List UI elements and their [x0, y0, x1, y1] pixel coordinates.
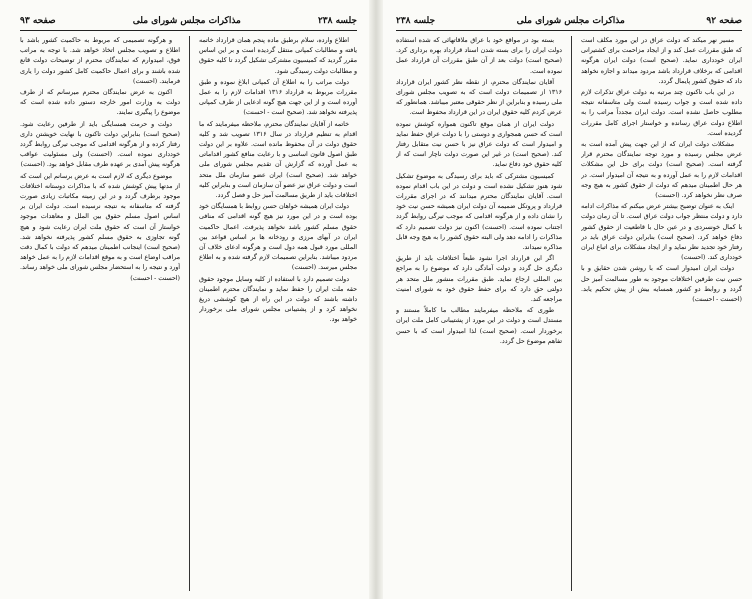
paragraph: مسیر نهر میکند که دولت عراق در این مورد مکلف است که طبق مقررات عمل کند و از ایجاد مزاحمت برای کشتیرانی ایران خودداری نماید. (صحیح است) دولت ایران هرگونه اقدامی که برخلاف قرارداد باشد مردود میداند و اجازه نخواهد داد که حقوق کشور پایمال گردد. — [581, 37, 742, 85]
page-number: صفحه ۹۳ — [20, 16, 56, 26]
paragraph: و هرگونه تصمیمی که مربوط به حاکمیت کشور باشد با اطلاع و تصویب مجلس اتخاذ خواهد شد. با توجه به مراتب فوق، امیدوارم که نمایندگان محترم از توضیحات دولت قانع شده باشند و برای اعمال حاکمیت کامل کشور دولت را یاری فرمایند. (احسنت) — [20, 37, 180, 85]
paragraph: دولت مراتب را به اطلاع آن کمپانی ابلاغ نموده و طبق مقررات مربوط به قرارداد ۱۳۱۶ اقدامات لازم را به عمل آورده است و از این جهت هیچ گونه ادعایی از طرف کمپانی پذیرفته نخواهد شد. (صحیح است - احسنت) — [199, 78, 357, 117]
page-number: صفحه ۹۲ — [706, 16, 742, 26]
paragraph: آقایان نمایندگان محترم، از نقطه نظر کشور ایران قرارداد ۱۳۱۶ از تصمیمات دولت است که به تصویب مجلس شورای ملی رسیده و بنابراین از نظر حقوقی معتبر میباشد. همانطور که عرض کردم کلیه حقوق ایران در این قرارداد محفوظ است. — [396, 78, 562, 117]
paragraph: اطلاع وارده، سلام برطبق ماده پنجم همان قرارداد خاتمه یافته و مطالبات کمپانی منتقل گردیده است و بر این اساس مقرر گردید که کمیسیون مشترکی تشکیل گردد تا کلیه حقوق و مطالبات دولت رسیدگی شود. — [199, 37, 357, 75]
running-head — [20, 14, 357, 28]
text-column-right — [199, 36, 357, 591]
running-head — [396, 14, 742, 28]
column-divider — [571, 36, 572, 591]
paragraph: اینک به عنوان توضیح بیشتر عرض میکنم که مذاکرات ادامه دارد و دولت منتظر جواب دولت عراق است. تا آن زمان دولت با کمال خونسردی و در عین حال با قاطعیت از حقوق کشور دفاع خواهد کرد. (صحیح است) بنابراین دولت عراق باید در رفتار خود تجدید نظر نماید و از ایجاد مشکلات برای اتباع ایران خودداری کند. (احسنت) — [581, 203, 742, 262]
paragraph: دولت ایران همیشه خواهان حسن روابط با همسایگان خود بوده است و در این مورد نیز هیچ گونه اقدامی که منافی حقوق مسلم کشور باشد نخواهد پذیرفت. اعمال حاکمیت ایران در آبهای مرزی و رودخانه ها بر اساس قواعد بین المللی مورد قبول همه دول است و هرگونه ادعای خلاف آن مردود میباشد. بنابراین تصمیمات لازم گرفته شده و به اطلاع مجلس میرسد. (احسنت) — [199, 203, 357, 272]
session-label: جلسه ۲۳۸ — [317, 16, 357, 26]
paragraph: دولت ایران از همان موقع تاکنون همواره کوشش نموده است که حسن همجواری و دوستی را با دولت عراق حفظ نماید و امیدوار است که دولت عراق نیز با حسن نیت متقابل رفتار کند. (صحیح است) در غیر این صورت دولت ناچار است که از کلیه حقوق خود دفاع نماید. — [396, 120, 562, 169]
paragraph: دولت ایران امیدوار است که با روشن شدن حقایق و با حسن نیت طرفین اختلافات موجود به طور مسالمت آمیز حل گردد و روابط دو کشور همسایه بیش از پیش تحکیم یابد. (احسنت - احسنت) — [581, 265, 742, 304]
header-rule — [396, 30, 742, 31]
paragraph: اگر این قرارداد اجرا نشود طبعاً اختلافات باید از طریق دیگری حل گردد و دولت آمادگی دارد که موضوع را به مراجع بین المللی ارجاع نماید. طبق مقررات منشور ملل متحد هر دولتی حق دارد که برای حفظ حقوق خود به شورای امنیت مراجعه کند. — [396, 255, 562, 304]
book-title: مذاکرات مجلس شورای ملی — [132, 16, 241, 26]
right-page — [376, 0, 752, 599]
paragraph: دولت و حرمت همسایگی باید از طرفین رعایت شود. (صحیح است) بنابراین دولت تاکنون با نهایت خویشتن داری رفتار کرده و از هرگونه اقدامی که موجب تیرگی روابط گردد خودداری نموده است. (احسنت) ولی مسئولیت عواقب هرگونه پیش آمدی بر عهده طرف مقابل خواهد بود. (احسنت) — [20, 120, 180, 169]
paragraph: موضوع دیگری که لازم است به عرض برسانم این است که از مدتها پیش کوشش شده که با مذاکرات دوستانه اختلافات موجود برطرف گردد و در این زمینه مکاتبات زیادی صورت گرفته که متاسفانه به نتیجه نرسیده است. دولت ایران بر اساس اصول مسلم حقوق بین الملل و معاهدات موجود خواستار آن است که حقوق ملت ایران رعایت شود و هیچ گونه تجاوزی به حقوق مسلم کشور پذیرفته نخواهد شد. (صحیح است) اینجانب اطمینان میدهم که دولت با کمال دقت مراقب اوضاع است و به موقع اقدامات لازم را به عمل خواهد آورد و نتیجه را به استحضار مجلس شورای ملی خواهد رساند. (احسنت - احسنت) — [20, 172, 180, 282]
column-divider — [189, 36, 190, 591]
paragraph: دولت تصمیم دارد با استفاده از کلیه وسایل موجود حقوق حقه ملت ایران را حفظ نماید و نمایندگان محترم اطمینان داشته باشند که دولت در این راه از هیچ کوششی دریغ نخواهد کرد و از پشتیبانی مجلس شورای ملی برخوردار خواهد بود. — [199, 275, 357, 324]
text-column-left — [20, 36, 180, 591]
text-column-right — [581, 36, 742, 591]
paragraph: اکنون به عرض نمایندگان محترم میرسانم که از طرف دولت به وزارت امور خارجه دستور داده شده است که موضوع را پیگیری نمایند. — [20, 89, 180, 117]
header-rule — [20, 30, 357, 31]
text-column-left — [396, 36, 562, 591]
session-label: جلسه ۲۳۸ — [396, 16, 436, 26]
paragraph: بسته بود در مواقع خود با عراق ملاقاتهائی که شده استفاده دولت ایران را برای بسته شدن اسناد قرارداد بهره برداری کرد. (صحیح است) دولت بعد از آن طبق مقررات آن قرارداد عمل نموده است. — [396, 37, 562, 75]
paragraph: در این باب تاکنون چند مرتبه به دولت عراق تذکرات لازم داده شده است و جواب رسیده است ولی متاسفانه نتیجه مطلوب حاصل نشده است. دولت ایران مجدداً مراتب را به اطلاع دولت عراق رسانده و خواستار اجرای کامل مقررات گردیده است. — [581, 89, 742, 137]
paragraph: کمیسیون مشترکی که باید برای رسیدگی به موضوع تشکیل شود هنوز تشکیل نشده است و دولت در این باب اقدام نموده است. آقایان نمایندگان محترم میدانند که در اجرای مقررات قرارداد و پروتکل ضمیمه آن دولت ایران همیشه حسن نیت خود را نشان داده و از هرگونه اقدامی که موجب تیرگی روابط گردد اجتناب نموده است. (احسنت) اکنون نیز دولت تصمیم دارد که مذاکرات را ادامه دهد ولی البته حقوق کشور را به هیچ وجه قابل مذاکره نمیداند. — [396, 172, 562, 252]
paragraph: مشکلات دولت ایران که از این جهت پیش آمده است به عرض مجلس رسیده و مورد توجه نمایندگان محترم قرار گرفته است. (صحیح است) دولت برای حل این مشکلات اقدامات لازم را به عمل آورده و به نتیجه آن امیدوار است. در هر حال اطمینان میدهم که دولت از حقوق کشور به هیچ وجه صرف نظر نخواهد کرد. (احسنت) — [581, 141, 742, 200]
paragraph: خاتمه از آقایان نمایندگان محترم، ملاحظه میفرمایند که ما اقدام به تنظیم قرارداد در سال ۱۳۱۶ تصویب شد و کلیه حقوق دولت در آن محفوظ مانده است. علاوه بر این دولت طبق اصول قانون اساسی و با رعایت منافع کشور اقداماتی به عمل آورده که گزارش آن تقدیم مجلس شورای ملی خواهد شد. (صحیح است) ایران عضو سازمان ملل متحد است و دولت عراق نیز عضو آن سازمان است و بنابراین کلیه اختلافات باید از طریق مسالمت آمیز حل و فصل گردد. — [199, 120, 357, 200]
paragraph: طوری که ملاحظه میفرمایند مطالب ما کاملاً مستند و مستدل است و دولت در این مورد از پشتیبانی کامل ملت ایران برخوردار است. (صحیح است) لذا امیدوار است که با حسن تفاهم موضوع حل گردد. — [396, 307, 562, 345]
book-title: مذاکرات مجلس شورای ملی — [516, 16, 625, 26]
